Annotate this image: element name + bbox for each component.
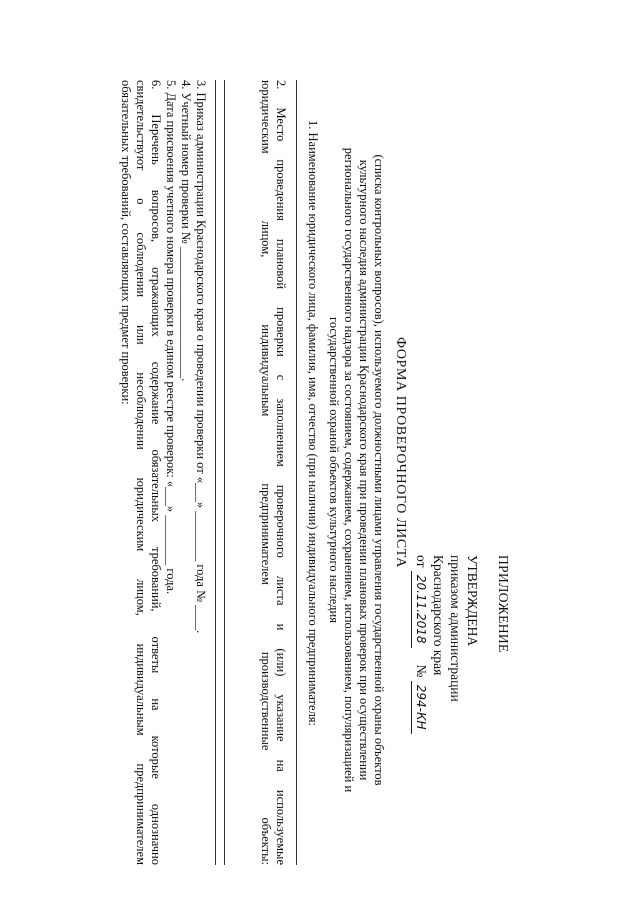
approved-label: УТВЕРЖДЕНА: [465, 555, 480, 647]
subtitle-line: (списка контрольных вопросов), используемого должностными лицами управления государственной охраны объектов: [372, 154, 386, 786]
item-6-line: свидетельствуют о соблюдении или несоблюдении юридическим лицом, индивидуальным предпринимателем: [134, 80, 148, 865]
form-title: ФОРМА ПРОВЕРОЧНОГО ЛИСТА: [393, 337, 408, 568]
item-2-line: 2. Место проведения плановой проверки с заполнением проверочного листа и (или) указание на используемые: [274, 80, 288, 865]
approval-line-1: приказом администрации: [448, 555, 463, 702]
item-1-organization-name: 1. Наименование юридического лица, фамилия, имя, отчество (при наличии) индивидуального предпринимателя:: [306, 120, 320, 727]
approval-block: [411, 555, 512, 885]
form-subtitle: [326, 80, 386, 860]
subtitle-line: регионального государственного надзора за состоянием, содержанием, сохранением, использованием, популяризацией и: [342, 147, 356, 793]
fill-line-3: [215, 80, 216, 865]
fill-line-1: [296, 80, 297, 865]
subtitle-line: государственной охраной объектов культурного наследия: [327, 317, 341, 623]
item-4-record-number: 4. Учетный номер проверки № _____________________.: [179, 80, 193, 382]
item-6-line: обязательных требований, составляющих предмет проверки:: [119, 80, 133, 405]
approval-date-line: [411, 555, 430, 885]
item-2-line: юридическим лицом, индивидуальным предпринимателем производственные объекты:: [259, 80, 273, 865]
approval-line-2: Краснодарского края: [431, 555, 446, 676]
approval-number: 294-КН: [411, 681, 429, 734]
item-6-line: 6. Перечень вопросов, отражающих содержание обязательных требований, ответы на которые однозначно: [149, 80, 163, 865]
items-3-to-6: [118, 80, 208, 865]
approval-date: 20.11.2018: [411, 571, 429, 648]
number-prefix: №: [414, 664, 429, 678]
subtitle-line: культурного наследия администрации Краснодарского края при проведении плановых проверок при осуществлении: [357, 159, 371, 781]
appendix-heading: ПРИЛОЖЕНИЕ: [496, 555, 511, 653]
item-3-order: 3. Приказ администрации Краснодарского края о проведении проверки от «___» ________ года № ____.: [194, 80, 208, 634]
item-2-inspection-location: [258, 80, 288, 865]
item-5-record-date: 5. Дата присвоения учетного номера проверки в едином реестре проверок: «___» ________ года.: [164, 80, 178, 595]
fill-line-2: [224, 80, 225, 865]
date-prefix: от: [414, 555, 429, 568]
